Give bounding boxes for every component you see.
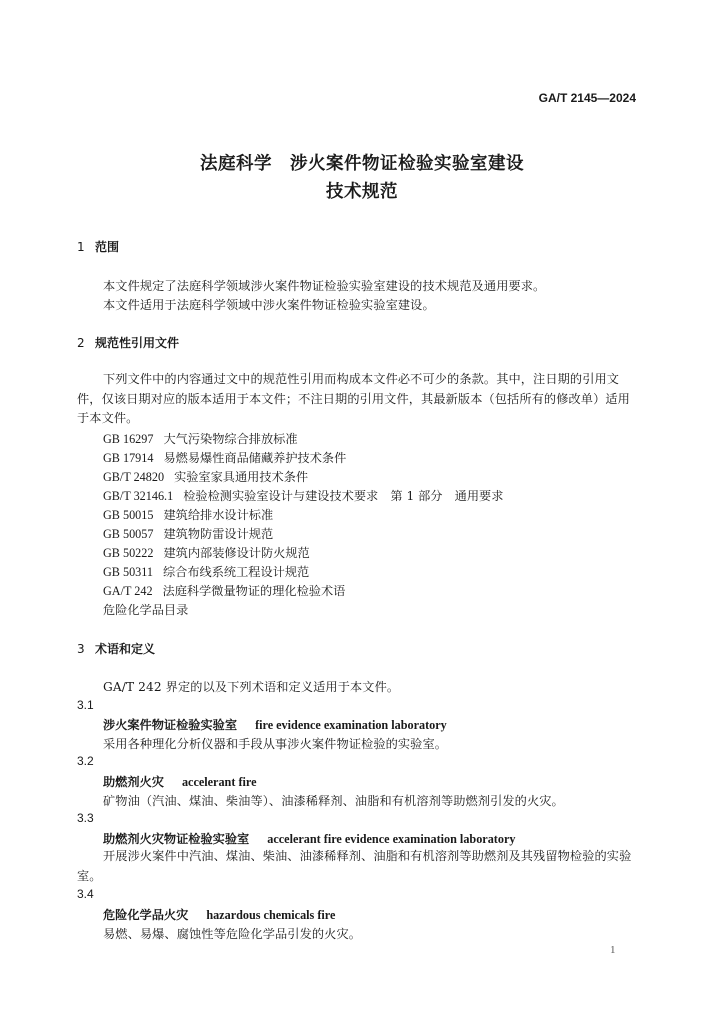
term-en: fire evidence examination laboratory [255, 718, 447, 732]
term-definition: 开展涉火案件中汽油、煤油、柴油、油漆稀释剂、油脂和有机溶剂等助燃剂及其残留物检验的实验室。 [77, 849, 632, 883]
reference-title: 建筑物防雷设计规范 [163, 527, 274, 541]
section-1-paragraph-2: 本文件适用于法庭科学领域中涉火案件物证检验实验室建设。 [103, 298, 435, 312]
section-number: 2 [77, 336, 85, 350]
reference-item [103, 430, 298, 447]
term-zh: 助燃剂火灾物证检验实验室 [103, 832, 250, 846]
reference-code: GB/T 32146.1 [103, 489, 174, 503]
reference-title: 建筑给排水设计标准 [163, 508, 274, 522]
term-number: 3.1 [77, 698, 94, 712]
term-number: 3.2 [77, 754, 94, 768]
section-title: 术语和定义 [95, 642, 156, 656]
section-1-paragraph-1: 本文件规定了法庭科学领域涉火案件物证检验实验室建设的技术规范及通用要求。 [103, 279, 546, 293]
reference-code: GB 16297 [103, 432, 154, 446]
reference-code: GB 50057 [103, 527, 154, 541]
reference-title: 实验室家具通用技术条件 [174, 470, 309, 484]
reference-code: GB 50311 [103, 565, 153, 579]
reference-item [103, 582, 345, 599]
reference-title: 大气污染物综合排放标准 [163, 432, 298, 446]
term-number: 3.3 [77, 811, 94, 825]
reference-title: 法庭科学微量物证的理化检验术语 [162, 584, 346, 598]
reference-title: 建筑内部装修设计防火规范 [163, 546, 310, 560]
section-number: 1 [77, 240, 85, 254]
reference-code: GB 50222 [103, 546, 154, 560]
term-definition: 采用各种理化分析仪器和手段从事涉火案件物证检验的实验室。 [103, 737, 448, 751]
reference-item [103, 449, 346, 466]
reference-item [103, 544, 310, 561]
reference-code: GB 17914 [103, 451, 154, 465]
reference-item [103, 487, 503, 504]
term-en: hazardous chemicals fire [206, 908, 336, 922]
document-title-line1: 法庭科学 涉火案件物证检验实验室建设 [200, 154, 524, 174]
section-number: 3 [77, 642, 85, 656]
reference-item [103, 468, 308, 485]
reference-code: GB/T 24820 [103, 470, 165, 484]
term-number: 3.4 [77, 887, 94, 901]
reference-item [103, 563, 309, 580]
page-number: 1 [610, 944, 616, 956]
term-en: accelerant fire evidence examination laboratory [267, 832, 516, 846]
term-title [103, 773, 257, 790]
section-3-intro: GA/T 242 界定的以及下列术语和定义适用于本文件。 [103, 680, 400, 694]
document-title-line2: 技术规范 [326, 182, 398, 202]
section-2-intro: 下列文件中的内容通过文中的规范性引用而构成本文件必不可少的条款。其中，注日期的引用文件，仅该日期对应的版本适用于本文件；不注日期的引用文件，其最新版本（包括所有的修改单）适用于本文件。 [77, 372, 630, 425]
reference-code: GA/T 242 [103, 584, 153, 598]
reference-title: 危险化学品目录 [103, 603, 189, 617]
reference-item [103, 525, 273, 542]
term-title [103, 906, 335, 923]
standard-number: GA/T 2145—2024 [538, 91, 636, 105]
section-1-heading [77, 238, 119, 255]
term-zh: 涉火案件物证检验实验室 [103, 718, 238, 732]
reference-item [103, 506, 273, 523]
section-3-heading [77, 640, 155, 657]
section-title: 规范性引用文件 [95, 336, 180, 350]
term-zh: 危险化学品火灾 [103, 908, 189, 922]
reference-item [103, 601, 188, 618]
term-title [103, 830, 515, 847]
term-zh: 助燃剂火灾 [103, 775, 164, 789]
section-2-heading [77, 334, 179, 351]
reference-title: 易燃易爆性商品储藏养护技术条件 [163, 451, 347, 465]
term-definition: 矿物油（汽油、煤油、柴油等）、油漆稀释剂、油脂和有机溶剂等助燃剂引发的火灾。 [103, 794, 564, 808]
term-definition: 易燃、易爆、腐蚀性等危险化学品引发的火灾。 [103, 927, 362, 941]
reference-title: 检验检测实验室设计与建设技术要求 第 1 部分 通用要求 [183, 489, 504, 503]
term-title [103, 716, 447, 733]
reference-code: GB 50015 [103, 508, 154, 522]
term-en: accelerant fire [181, 775, 257, 789]
reference-title: 综合布线系统工程设计规范 [163, 565, 310, 579]
section-title: 范围 [95, 240, 120, 254]
